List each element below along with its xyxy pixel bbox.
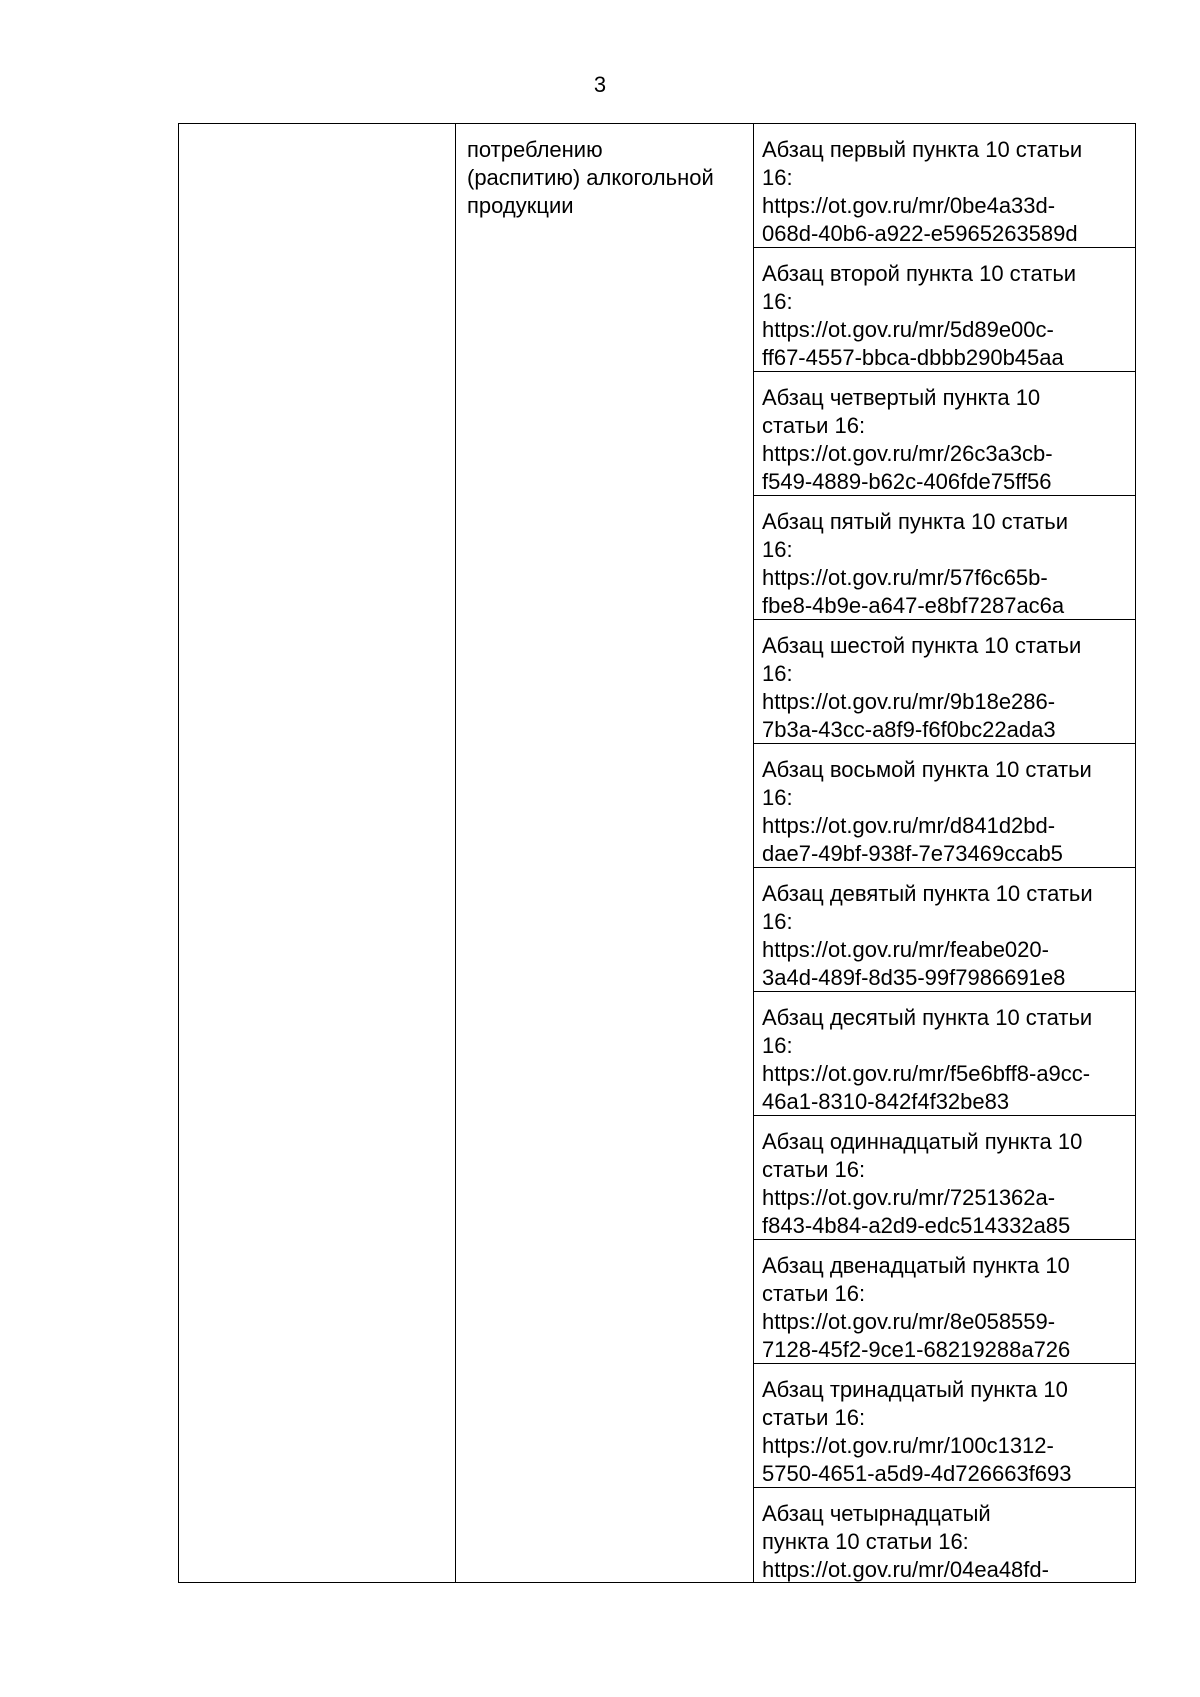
reference-title: Абзац девятый пункта 10 статьи bbox=[762, 881, 1093, 906]
reference-title: Абзац первый пункта 10 статьи bbox=[762, 137, 1083, 162]
reference-title: 16: bbox=[762, 537, 793, 562]
reference-title: Абзац десятый пункта 10 статьи bbox=[762, 1005, 1093, 1030]
reference-cell bbox=[754, 124, 1135, 248]
reference-link[interactable]: https://ot.gov.ru/mr/5d89e00c- bbox=[762, 317, 1054, 342]
reference-link[interactable]: 3a4d-489f-8d35-99f7986691e8 bbox=[762, 965, 1066, 990]
reference-link[interactable]: 068d-40b6-a922-e5965263589d bbox=[762, 221, 1078, 246]
reference-link[interactable]: https://ot.gov.ru/mr/0be4a33d- bbox=[762, 193, 1056, 218]
reference-title: 16: bbox=[762, 165, 793, 190]
reference-cell bbox=[754, 1116, 1135, 1240]
reference-link[interactable]: https://ot.gov.ru/mr/9b18e286- bbox=[762, 689, 1056, 714]
reference-title: 16: bbox=[762, 1033, 793, 1058]
reference-link[interactable]: https://ot.gov.ru/mr/f5e6bff8-a9cc- bbox=[762, 1061, 1091, 1086]
reference-link[interactable]: 46a1-8310-842f4f32be83 bbox=[762, 1089, 1010, 1114]
subject-line: (распитию) алкогольной bbox=[467, 165, 714, 190]
table-column-empty bbox=[179, 124, 456, 1582]
reference-cell bbox=[754, 1240, 1135, 1364]
reference-title: Абзац тринадцатый пункта 10 bbox=[762, 1377, 1068, 1402]
reference-title: 16: bbox=[762, 661, 793, 686]
reference-cell bbox=[754, 620, 1135, 744]
reference-title: Абзац одиннадцатый пункта 10 bbox=[762, 1129, 1083, 1154]
subject-line: потреблению bbox=[467, 137, 603, 162]
reference-cell bbox=[754, 744, 1135, 868]
reference-link[interactable]: https://ot.gov.ru/mr/57f6c65b- bbox=[762, 565, 1048, 590]
reference-link[interactable]: 7b3a-43cc-a8f9-f6f0bc22ada3 bbox=[762, 717, 1056, 742]
reference-cell bbox=[754, 372, 1135, 496]
reference-cell bbox=[754, 1364, 1135, 1488]
reference-title: статьи 16: bbox=[762, 1405, 866, 1430]
reference-link[interactable]: https://ot.gov.ru/mr/d841d2bd- bbox=[762, 813, 1056, 838]
reference-link[interactable]: f843-4b84-a2d9-edc514332a85 bbox=[762, 1213, 1071, 1238]
reference-title: Абзац четвертый пункта 10 bbox=[762, 385, 1041, 410]
reference-title: Абзац двенадцатый пункта 10 bbox=[762, 1253, 1070, 1278]
reference-link[interactable]: 7128-45f2-9ce1-68219288a726 bbox=[762, 1337, 1071, 1362]
reference-title: пункта 10 статьи 16: bbox=[762, 1529, 969, 1554]
document-table bbox=[178, 123, 1136, 1583]
reference-link[interactable]: 5750-4651-a5d9-4d726663f693 bbox=[762, 1461, 1072, 1486]
page-number: 3 bbox=[593, 72, 607, 97]
reference-link[interactable]: https://ot.gov.ru/mr/04ea48fd- bbox=[762, 1557, 1049, 1582]
reference-link[interactable]: https://ot.gov.ru/mr/26c3a3cb- bbox=[762, 441, 1053, 466]
reference-title: статьи 16: bbox=[762, 1157, 866, 1182]
table-column-references bbox=[754, 124, 1135, 1582]
reference-link[interactable]: ff67-4557-bbca-dbbb290b45aa bbox=[762, 345, 1064, 370]
reference-link[interactable]: fbe8-4b9e-a647-e8bf7287ac6a bbox=[762, 593, 1065, 618]
reference-title: Абзац второй пункта 10 статьи bbox=[762, 261, 1077, 286]
reference-link[interactable]: dae7-49bf-938f-7e73469ccab5 bbox=[762, 841, 1063, 866]
reference-title: 16: bbox=[762, 785, 793, 810]
reference-cell bbox=[754, 496, 1135, 620]
reference-link[interactable]: https://ot.gov.ru/mr/100c1312- bbox=[762, 1433, 1054, 1458]
reference-cell bbox=[754, 248, 1135, 372]
reference-title: Абзац четырнадцатый bbox=[762, 1501, 991, 1526]
reference-cell bbox=[754, 992, 1135, 1116]
reference-title: статьи 16: bbox=[762, 1281, 866, 1306]
reference-title: статьи 16: bbox=[762, 413, 866, 438]
reference-cell bbox=[754, 868, 1135, 992]
reference-title: Абзац восьмой пункта 10 статьи bbox=[762, 757, 1092, 782]
subject-line: продукции bbox=[467, 193, 574, 218]
reference-link[interactable]: https://ot.gov.ru/mr/8e058559- bbox=[762, 1309, 1056, 1334]
reference-title: 16: bbox=[762, 289, 793, 314]
table-column-subject bbox=[456, 124, 754, 1582]
reference-title: Абзац шестой пункта 10 статьи bbox=[762, 633, 1082, 658]
reference-link[interactable]: https://ot.gov.ru/mr/7251362a- bbox=[762, 1185, 1056, 1210]
reference-title: 16: bbox=[762, 909, 793, 934]
reference-link[interactable]: https://ot.gov.ru/mr/feabe020- bbox=[762, 937, 1049, 962]
reference-cell bbox=[754, 1488, 1135, 1582]
reference-title: Абзац пятый пункта 10 статьи bbox=[762, 509, 1069, 534]
reference-link[interactable]: f549-4889-b62c-406fde75ff56 bbox=[762, 469, 1052, 494]
